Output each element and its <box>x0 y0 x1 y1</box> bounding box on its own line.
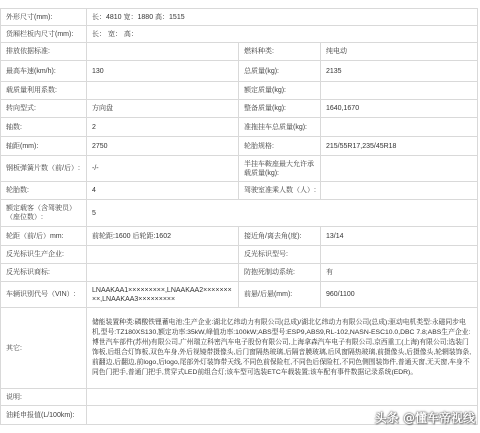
reflector-maker-label: 反光标识生产企业: <box>1 246 86 263</box>
wheelbase-value: 2750 <box>87 137 238 155</box>
vin-label: 车辆识别代号（VIN）: <box>1 282 86 307</box>
leaf-springs-value: -/- <box>87 156 238 181</box>
gross-mass-label: 总质量(kg): <box>239 61 320 81</box>
max-speed-label: 最高车速(km/h): <box>1 61 86 81</box>
dimensions-value: 长：4810 宽：1880 高：1515 <box>87 9 477 25</box>
rated-load-label: 额定质量(kg): <box>239 82 320 99</box>
load-utilization-value <box>87 82 238 99</box>
reflector-brand-value <box>87 264 238 281</box>
steering-label: 转向型式: <box>1 100 86 117</box>
load-utilization-label: 载质量利用系数: <box>1 82 86 99</box>
tire-spec-value: 215/55R17,235/45R18 <box>321 137 477 155</box>
watermark <box>375 409 475 426</box>
watermark-account: @懂车帝视线 <box>402 411 475 425</box>
max-speed-value: 130 <box>87 61 238 81</box>
other-label: 其它: <box>1 308 86 388</box>
rated-passengers-value: 5 <box>87 200 477 226</box>
tire-count-value: 4 <box>87 182 238 199</box>
watermark-platform: 头条 <box>374 411 399 425</box>
approach-departure-label: 接近角/离去角(度): <box>239 227 320 245</box>
axles-label: 轴数: <box>1 118 86 136</box>
tire-spec-label: 轮胎规格: <box>239 137 320 155</box>
abs-value: 有 <box>321 264 477 281</box>
reflector-model-label: 反光标识型号: <box>239 246 320 263</box>
tire-count-label: 轮胎数: <box>1 182 86 199</box>
vin-value: LNAAKAA1×××××××××,LNAAKAA2×××××××××,LNAAKAA3××××××××× <box>87 282 238 307</box>
gross-mass-value: 2135 <box>321 61 477 81</box>
abs-label: 防抱死制动系统: <box>239 264 320 281</box>
fuel-consumption-label: 油耗申报值(L/100km): <box>1 406 86 424</box>
notes-value <box>87 389 477 405</box>
leaf-springs-label: 钢板弹簧片数（前/后）: <box>1 156 86 181</box>
cab-seats-value <box>321 182 477 199</box>
cargo-box-size-value: 长： 宽： 高： <box>87 26 477 42</box>
steering-value: 方向盘 <box>87 100 238 117</box>
notes-label: 说明: <box>1 389 86 405</box>
track-label: 轮距（前/后）mm: <box>1 227 86 245</box>
other-value: 储能装置种类:磷酸铁锂蓄电池;生产企业:湖北亿纬动力有限公司(总成)/湖北亿纬动力有限公司(总成);驱动电机类型:永磁同步电机,型号:TZ180XS130,额定功率:35kW,峰值功率:100kW;ABS型号:ESP9,ABS9,RL-102,NASN-ESC10.0,DBC 7.8;ABS生产企业:博世汽车部件(苏州)有限公司,广州瑞立科密汽车电子股份有限公司,上海拿森汽车电子有限公司,京西重工(上海)有限公司;选装门饰板,后组合灯饰板,双色车身,外后视镜带摄像头,后门窗隔热玻璃,后隔音膜玻璃,后风窗隔热玻璃,前摄像头,后摄像头,轮辋装饰条,前翻边,后翻边,前logo,后logo,尾部外灯装饰带天线,不同色前保险杠,不同色后保险杠,不同色侧围装饰件,普通天窗,无天窗,车身不同色门把手,普通门把手,贯穿式LED前组合灯;该车型可选装ETC车载装置;该车配有事件数据记录系统(EDR)。 <box>87 308 477 388</box>
rated-passengers-label: 额定载客（含驾驶员）（座位数）: <box>1 200 86 226</box>
fuel-type-value: 纯电动 <box>321 43 477 60</box>
rated-load-value <box>321 82 477 99</box>
reflector-model-value <box>321 246 477 263</box>
overhang-value: 960/1100 <box>321 282 477 307</box>
towing-mass-value <box>321 118 477 136</box>
vehicle-spec-table <box>0 8 478 425</box>
towing-mass-label: 准拖挂车总质量(kg): <box>239 118 320 136</box>
saddle-load-label: 半挂车鞍座最大允许承载质量(kg): <box>239 156 320 181</box>
fuel-type-label: 燃料种类: <box>239 43 320 60</box>
emission-standard-value <box>87 43 238 60</box>
reflector-brand-label: 反光标识商标: <box>1 264 86 281</box>
cargo-box-size-label: 货厢栏板内尺寸(mm): <box>1 26 86 42</box>
curb-mass-label: 整备质量(kg): <box>239 100 320 117</box>
approach-departure-value: 13/14 <box>321 227 477 245</box>
curb-mass-value: 1640,1670 <box>321 100 477 117</box>
saddle-load-value <box>321 156 477 181</box>
dimensions-label: 外形尺寸(mm): <box>1 9 86 25</box>
reflector-maker-value <box>87 246 238 263</box>
cab-seats-label: 驾驶室准乘人数（人）: <box>239 182 320 199</box>
emission-standard-label: 排放依据标准: <box>1 43 86 60</box>
track-value: 前轮距:1600 后轮距:1602 <box>87 227 238 245</box>
wheelbase-label: 轴距(mm): <box>1 137 86 155</box>
axles-value: 2 <box>87 118 238 136</box>
overhang-label: 前悬/后悬(mm): <box>239 282 320 307</box>
